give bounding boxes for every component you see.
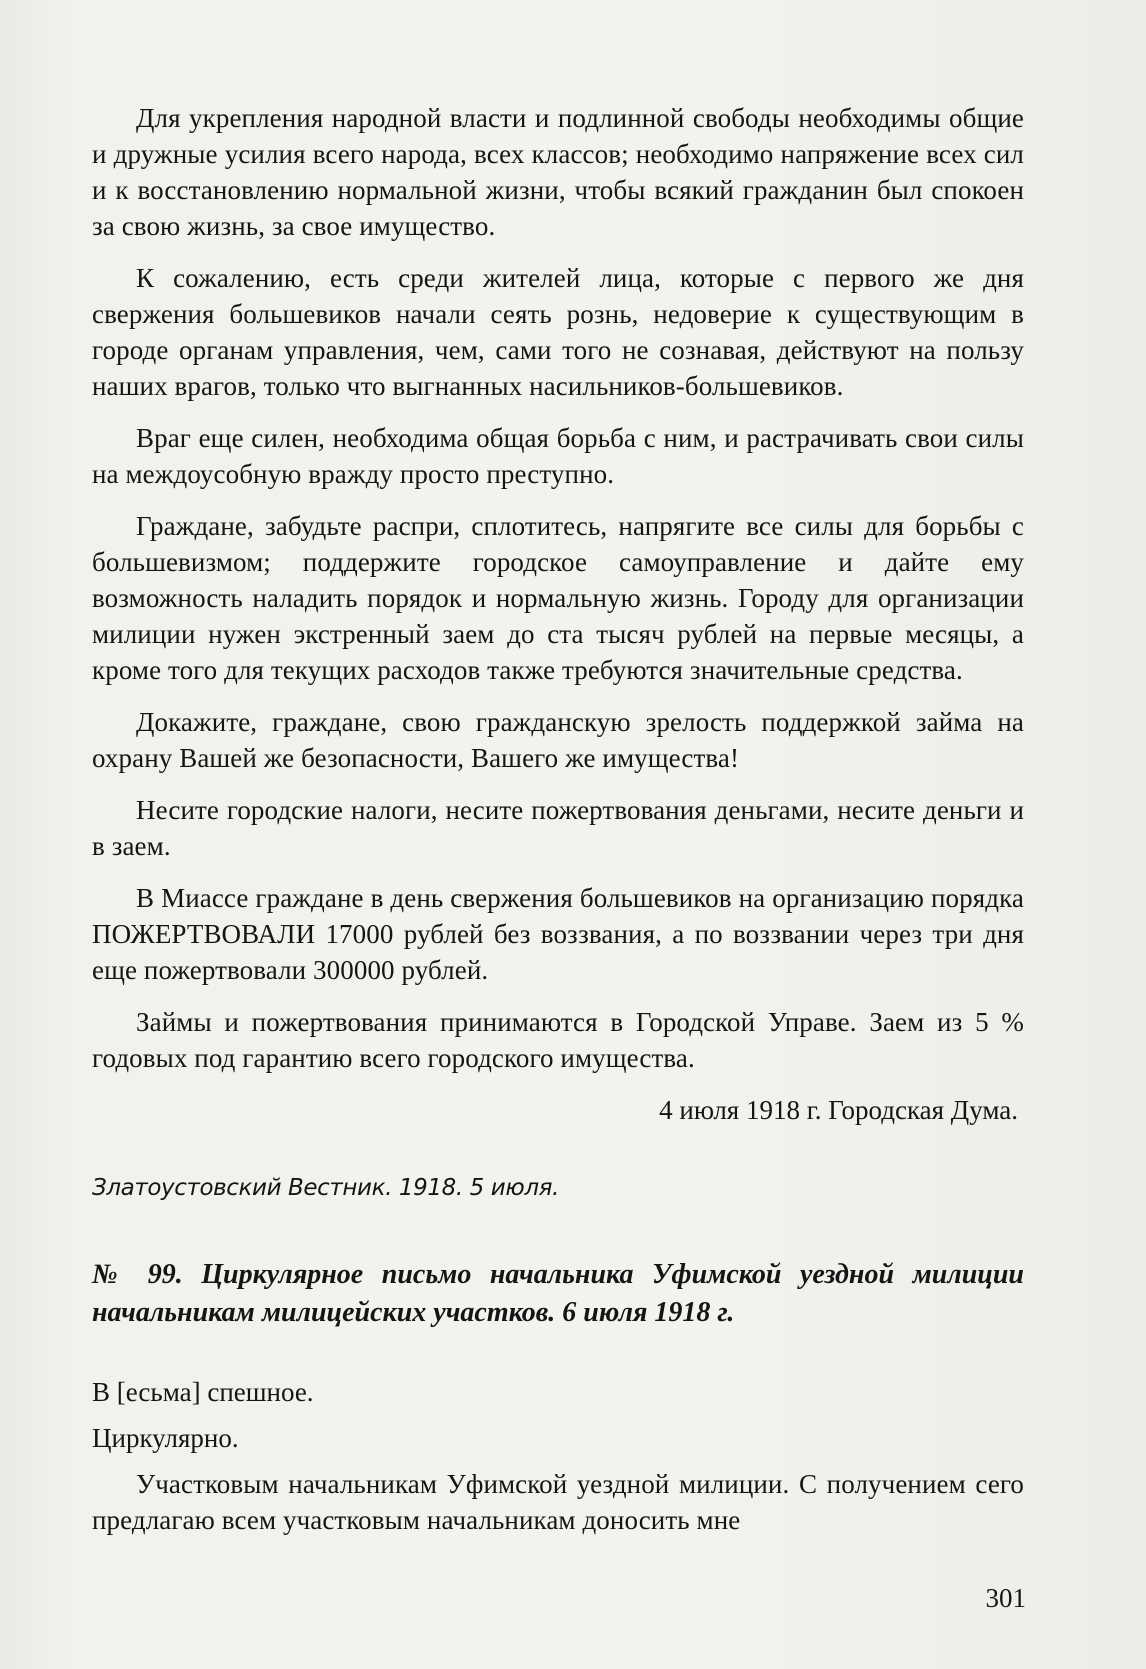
- source-citation: Златоустовский Вестник. 1918. 5 июля.: [92, 1175, 559, 1201]
- page-number: 301: [985, 1583, 1026, 1613]
- urgent-line: В [есьма] спешное.: [92, 1377, 314, 1407]
- paragraph-6: Несите городские налоги, несите пожертвования деньгами, несите деньги и в заем.: [92, 795, 1024, 861]
- circular-line: Циркулярно.: [92, 1423, 239, 1453]
- signature-line: 4 июля 1918 г. Городская Дума.: [659, 1095, 1018, 1125]
- document-heading: № 99. Циркулярное письмо начальника Уфимской уездной милиции начальникам милицейских участков. 6 июля 1918 г.: [92, 1259, 1024, 1328]
- paragraph-7: В Миассе граждане в день свержения большевиков на организацию порядка ПОЖЕРТВОВАЛИ 17000 рублей без воззвания, а по воззвании через три дня еще пожертвовали 300000 рублей.: [92, 883, 1024, 985]
- paragraph-8: Займы и пожертвования принимаются в Городской Управе. Заем из 5 % годовых под гарантию всего городского имущества.: [92, 1007, 1024, 1073]
- paragraph-1: Для укрепления народной власти и подлинной свободы необходимы общие и дружные усилия всего народа, всех классов; необходимо напряжение всех сил и к восстановлению нормальной жизни, чтобы всякий гражданин был спокоен за свою жизнь, за свое имущество.: [92, 103, 1024, 241]
- closing-paragraph: Участковым начальникам Уфимской уездной милиции. С получением сего предлагаю всем участковым начальникам доносить мне: [92, 1469, 1024, 1535]
- paragraph-3: Враг еще силен, необходима общая борьба с ним, и растрачивать свои силы на междоусобную вражду просто преступно.: [92, 423, 1024, 489]
- page-text: [92, 100, 1024, 1554]
- paragraph-2: К сожалению, есть среди жителей лица, которые с первого же дня свержения большевиков начали сеять рознь, недоверие к существующим в городе органам управления, чем, сами того не сознавая, действуют на пользу наших врагов, только что выгнанных насильников-большевиков.: [92, 263, 1024, 401]
- paragraph-4: Граждане, забудьте распри, сплотитесь, напрягите все силы для борьбы с большевизмом; поддержите городское самоуправление и дайте ему возможность наладить порядок и нормальную жизнь. Городу для организации милиции нужен экстренный заем до ста тысяч рублей на первые месяцы, а кроме того для текущих расходов также требуются значительные средства.: [92, 511, 1024, 685]
- paragraph-5: Докажите, граждане, свою гражданскую зрелость поддержкой займа на охрану Вашей же безопасности, Вашего же имущества!: [92, 707, 1024, 773]
